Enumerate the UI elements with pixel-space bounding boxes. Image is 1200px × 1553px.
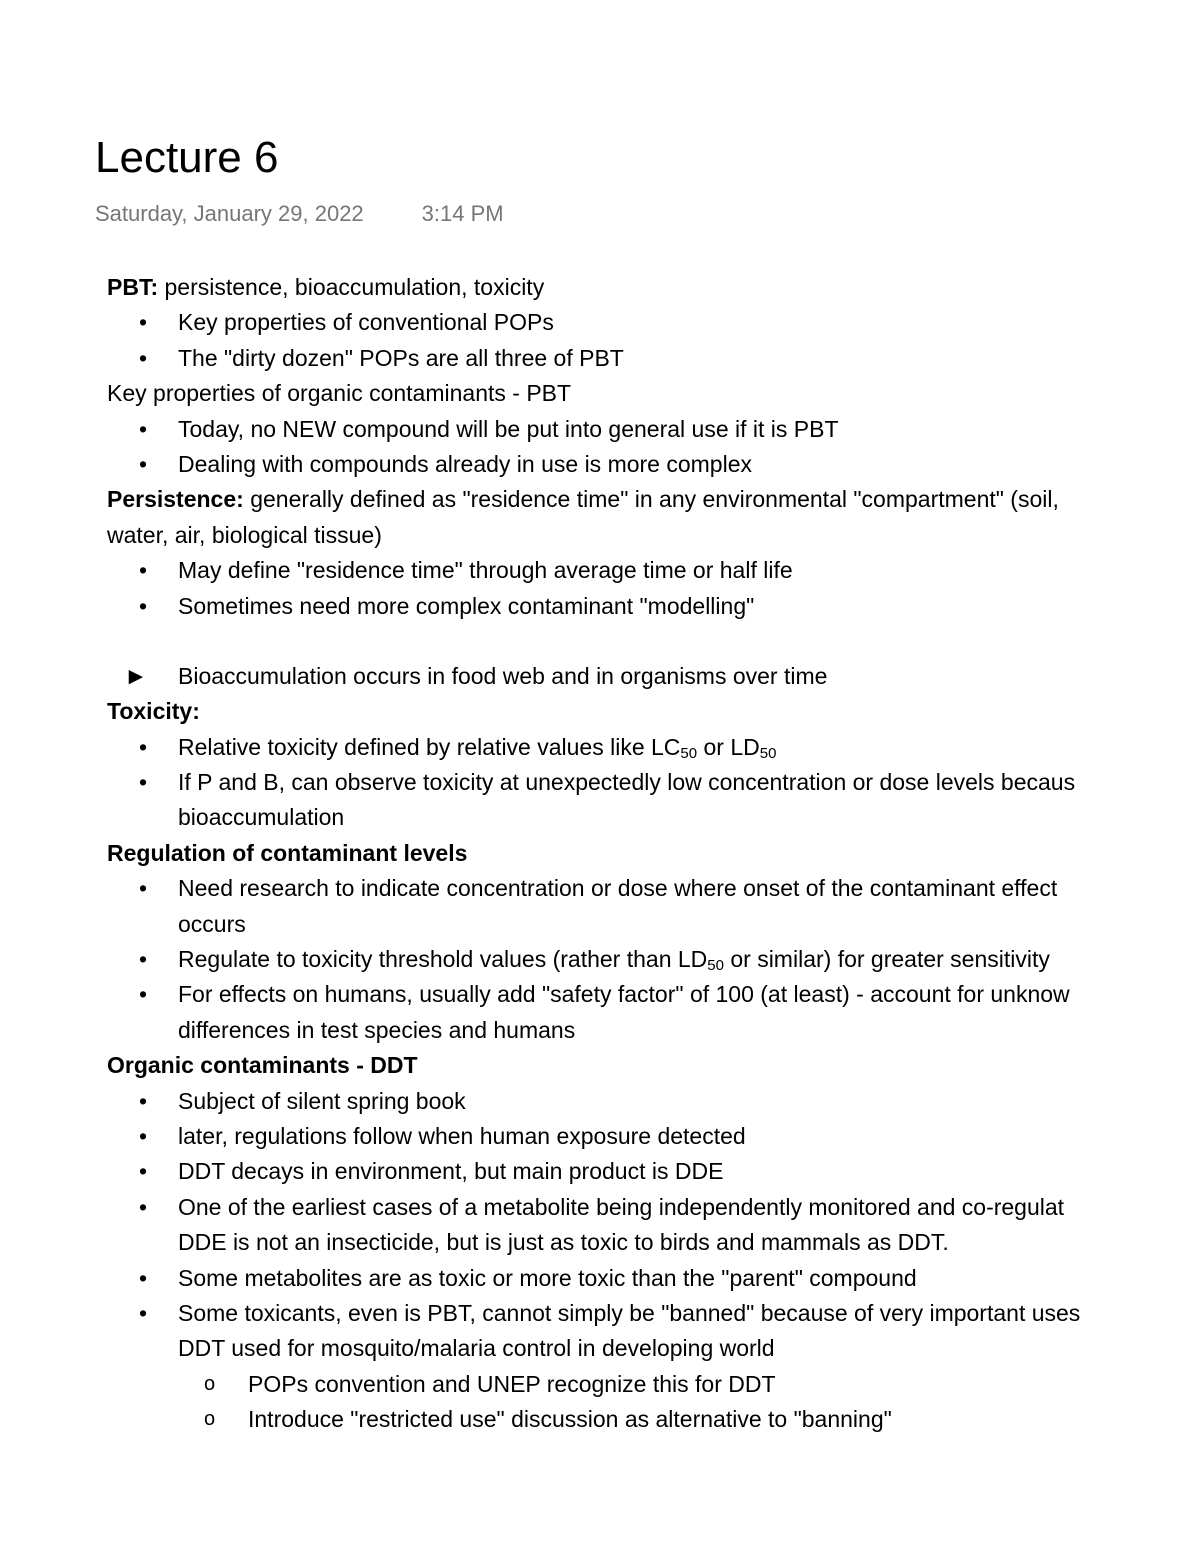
page-title: Lecture 6 — [95, 133, 279, 182]
subscript: 50 — [680, 744, 698, 762]
subscript: 50 — [707, 957, 724, 975]
bullet-marker: • — [139, 415, 148, 442]
pbt-text: persistence, bioaccumulation, toxicity — [158, 274, 545, 300]
list-item — [107, 765, 1200, 800]
list-item — [107, 341, 1200, 376]
list-item-text: Today, no NEW compound will be put into general use if it is PBT — [178, 415, 839, 442]
bullet-marker: • — [139, 1087, 148, 1114]
bioaccumulation-item — [107, 659, 1200, 694]
list-item-text: Subject of silent spring book — [178, 1087, 466, 1114]
list-item — [107, 1084, 1200, 1119]
list-item — [107, 1154, 1200, 1189]
sub-list-item — [107, 1367, 1200, 1402]
list-item-text: Key properties of conventional POPs — [178, 309, 554, 336]
list-item-text: One of the earliest cases of a metabolite being independently monitored and co-regulat — [178, 1193, 1065, 1220]
list-item-text: later, regulations follow when human exposure detected — [178, 1122, 746, 1149]
bullet-marker: • — [139, 1193, 148, 1220]
list-item-text: For effects on humans, usually add "safety factor" of 100 (at least) - account for unknow — [178, 981, 1070, 1008]
list-item-text: Sometimes need more complex contaminant "modelling" — [178, 592, 755, 619]
sub-list-item — [107, 1402, 1200, 1437]
list-item — [107, 1261, 1200, 1296]
list-item-text: Regulate to toxicity threshold values (rather than LD — [178, 946, 708, 973]
list-item-cont: occurs — [178, 910, 246, 937]
bullet-marker: • — [139, 592, 148, 619]
bullet-marker: • — [139, 450, 148, 477]
list-item — [107, 977, 1200, 1012]
list-item-text: The "dirty dozen" POPs are all three of PBT — [178, 344, 624, 371]
list-item-cont: bioaccumulation — [178, 804, 345, 831]
bullet-marker: • — [139, 1158, 148, 1185]
bullet-marker: • — [139, 946, 148, 973]
list-item-cont: differences in test species and humans — [178, 1016, 576, 1043]
bullet-marker: • — [139, 309, 148, 336]
bullet-marker: • — [139, 1264, 148, 1291]
list-item-text: Relative toxicity defined by relative values like LC — [178, 733, 681, 760]
bullet-marker: • — [139, 1122, 148, 1149]
list-item-text: Some toxicants, even is PBT, cannot simply be "banned" because of very important uses — [178, 1299, 1081, 1326]
list-item — [107, 447, 1200, 482]
list-item — [107, 1119, 1200, 1154]
list-item-text: POPs convention and UNEP recognize this for DDT — [248, 1370, 776, 1397]
list-item — [107, 871, 1200, 906]
list-item-text: May define "residence time" through average time or half life — [178, 557, 793, 584]
persistence-term: Persistence: — [107, 486, 244, 513]
bullet-marker: • — [139, 344, 148, 371]
bioaccumulation-text: Bioaccumulation occurs in food web and in organisms over time — [178, 662, 828, 689]
bullet-marker: • — [139, 557, 148, 584]
note-body — [107, 270, 1200, 1438]
list-item — [107, 730, 1200, 765]
list-item — [107, 412, 1200, 447]
list-item — [107, 305, 1200, 340]
bullet-marker: • — [139, 981, 148, 1008]
list-item-text: Some metabolites are as toxic or more toxic than the "parent" compound — [178, 1264, 917, 1291]
list-item-cont: DDE is not an insecticide, but is just as toxic to birds and mammals as DDT. — [178, 1229, 949, 1256]
key-properties-heading: Key properties of organic contaminants - PBT — [107, 380, 572, 407]
arrow-icon: ► — [124, 662, 148, 690]
regulation-heading: Regulation of contaminant levels — [107, 839, 468, 866]
list-item-text: or LD — [697, 733, 760, 760]
toxicity-heading: Toxicity: — [107, 698, 200, 725]
ddt-heading: Organic contaminants - DDT — [107, 1052, 418, 1079]
pbt-definition — [107, 270, 1200, 305]
list-item-text: If P and B, can observe toxicity at unexpectedly low concentration or dose levels becaus — [178, 769, 1076, 796]
list-item-cont: DDT used for mosquito/malaria control in developing world — [178, 1335, 775, 1362]
note-timestamp — [95, 200, 504, 228]
sub-bullet-marker: o — [204, 1372, 216, 1395]
pbt-term: PBT: — [107, 274, 159, 300]
list-item — [107, 1296, 1200, 1331]
list-item — [107, 1190, 1200, 1225]
list-item-text: Need research to indicate concentration or dose where onset of the contaminant effect — [178, 875, 1058, 902]
list-item-text: DDT decays in environment, but main product is DDE — [178, 1158, 724, 1185]
subscript: 50 — [759, 744, 777, 762]
bullet-marker: • — [139, 1299, 148, 1326]
note-date: Saturday, January 29, 2022 — [95, 201, 364, 226]
note-time: 3:14 PM — [421, 201, 504, 226]
bullet-marker: • — [139, 875, 148, 902]
persistence-definition — [107, 482, 1200, 517]
persistence-text: generally defined as "residence time" in any environmental "compartment" (soil, — [243, 486, 1059, 513]
spacer — [107, 624, 1200, 659]
persistence-text-cont: water, air, biological tissue) — [107, 521, 382, 548]
list-item-text: Introduce "restricted use" discussion as alternative to "banning" — [248, 1406, 892, 1433]
list-item-text: or similar) for greater sensitivity — [723, 946, 1050, 973]
list-item-text: Dealing with compounds already in use is more complex — [178, 450, 753, 477]
bullet-marker: • — [139, 733, 148, 760]
bullet-marker: • — [139, 769, 148, 796]
list-item — [107, 589, 1200, 624]
sub-bullet-marker: o — [204, 1408, 216, 1431]
list-item — [107, 553, 1200, 588]
list-item — [107, 942, 1200, 977]
